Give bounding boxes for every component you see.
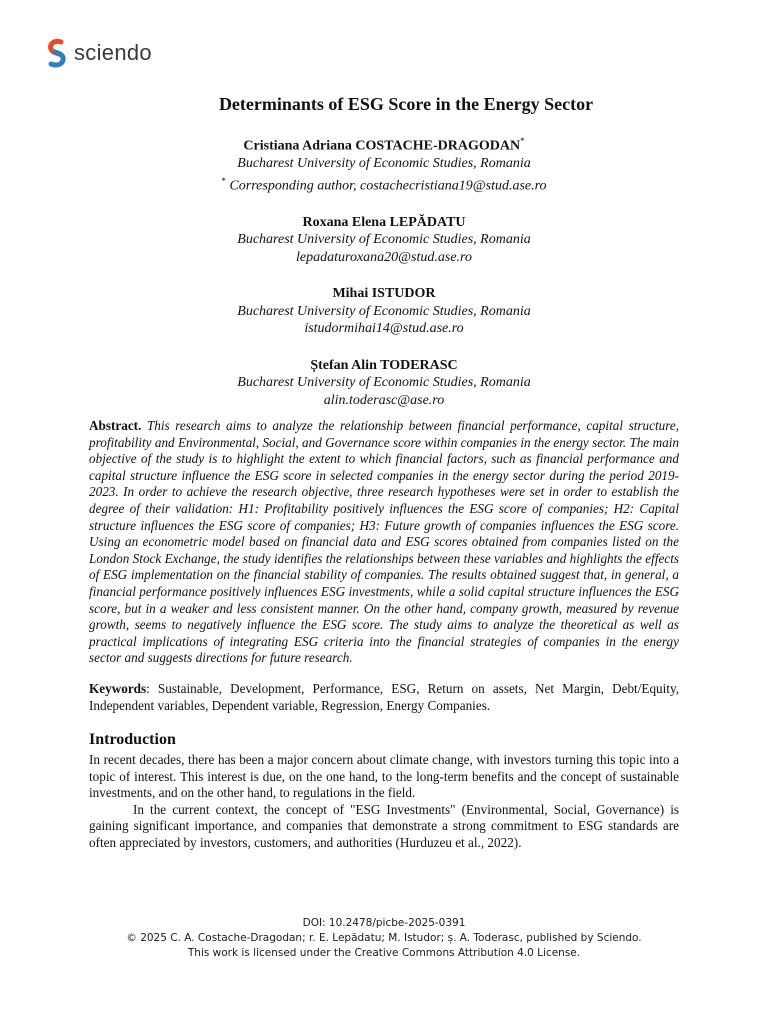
author-name: Roxana Elena LEPĂDATU xyxy=(302,214,466,230)
author-affiliation: Bucharest University of Economic Studies, Romania xyxy=(237,156,531,172)
abstract-label: Abstract. xyxy=(89,418,142,433)
intro-paragraph: In the current context, the concept of "ESG Investments" (Environmental, Social, Governance) is gaining significant importance, and companies that demonstrate a strong commitment to ESG standards are often appreciated by investors, customers, and authorities (Hurduzeu et al., 2022). xyxy=(89,801,679,850)
corresponding-mark: * xyxy=(221,175,226,186)
author-name: Cristiana Adriana COSTACHE-DRAGODAN xyxy=(243,138,521,154)
author-affiliation: Bucharest University of Economic Studies, Romania xyxy=(237,232,531,248)
abstract xyxy=(89,418,679,667)
doi-line[interactable]: DOI: 10.2478/picbe-2025-0391 xyxy=(302,917,466,929)
logo-text: sciendo xyxy=(74,40,152,65)
author-name: Ștefan Alin TODERASC xyxy=(310,357,458,373)
author-affiliation: Bucharest University of Economic Studies, Romania xyxy=(237,303,531,319)
page-footer xyxy=(0,916,768,961)
author-list xyxy=(0,133,768,428)
author-block xyxy=(0,285,768,338)
abstract-text: This research aims to analyze the relationship between financial performance, capital structure, profitability and Environmental, Social, and Governance score within companies in the energy sector. The main objective of the study is to highlight the extent to which financial factors, such as financial performance and capital structure influence the ESG score in selected companies in the energy sector during the period 2019-2023. In order to achieve the research objective, three research hypotheses were set in order to establish the degree of their validation: H1: Profitability positively influences the ESG score of companies; H2: Capital structure influences the ESG score of companies; H3: Future growth of companies influences the ESG score. Using an econometric model based on financial data and ESG scores obtained from companies listed on the London Stock Exchange, the study identifies the relationships between these variables and highlights the effects of ESG implementation on the financial stability of companies. The results obtained suggest that, in general, a financial performance positively influences ESG investments, while a solid capital structure influences the ESG score, but in a weaker and less consistent manner. On the other hand, company growth, measured by revenue growth, seems to negatively influence the ESG score. The study aims to analyze the theoretical as well as practical implications of integrating ESG criteria into the financial strategies of companies in the energy sector and suggests directions for future research. xyxy=(89,418,680,666)
copyright-line: © 2025 C. A. Costache-Dragodan; r. E. Lepădatu; M. Istudor; ș. A. Toderasc, published by Sciendo. xyxy=(126,932,642,944)
keywords xyxy=(89,681,679,714)
license-line: This work is licensed under the Creative Commons Attribution 4.0 License. xyxy=(187,947,581,959)
section-heading-introduction: Introduction xyxy=(89,731,176,748)
author-email-line xyxy=(0,173,768,195)
author-email[interactable]: Corresponding author, costachecristiana19@stud.ase.ro xyxy=(229,178,547,194)
keywords-text: : Sustainable, Development, Performance, ESG, Return on assets, Net Margin, Debt/Equity, Independent variables, Dependent variable, Regression, Energy Companies. xyxy=(89,681,679,713)
sciendo-logo xyxy=(46,38,152,68)
author-footnote-mark: * xyxy=(520,136,525,146)
author-name-line xyxy=(0,133,768,155)
author-email[interactable]: lepadaturoxana20@stud.ase.ro xyxy=(296,249,472,265)
author-email[interactable]: alin.toderasc@ase.ro xyxy=(323,392,445,408)
author-name: Mihai ISTUDOR xyxy=(332,286,436,302)
keywords-label: Keywords xyxy=(89,681,147,696)
introduction-body xyxy=(89,752,679,852)
sciendo-logo-icon xyxy=(46,38,68,68)
author-email[interactable]: istudormihai14@stud.ase.ro xyxy=(304,321,464,337)
author-affiliation: Bucharest University of Economic Studies, Romania xyxy=(237,375,531,391)
author-block xyxy=(0,133,768,195)
intro-paragraph: In recent decades, there has been a major concern about climate change, with investors turning this topic into a topic of interest. This interest is due, on the one hand, to the long-term benefits and the concept of sustainable investments, and on the other hand, to regulations in the field. xyxy=(89,752,679,801)
author-block xyxy=(0,357,768,410)
author-block xyxy=(0,214,768,267)
paper-title: Determinants of ESG Score in the Energy Sector xyxy=(218,94,594,114)
